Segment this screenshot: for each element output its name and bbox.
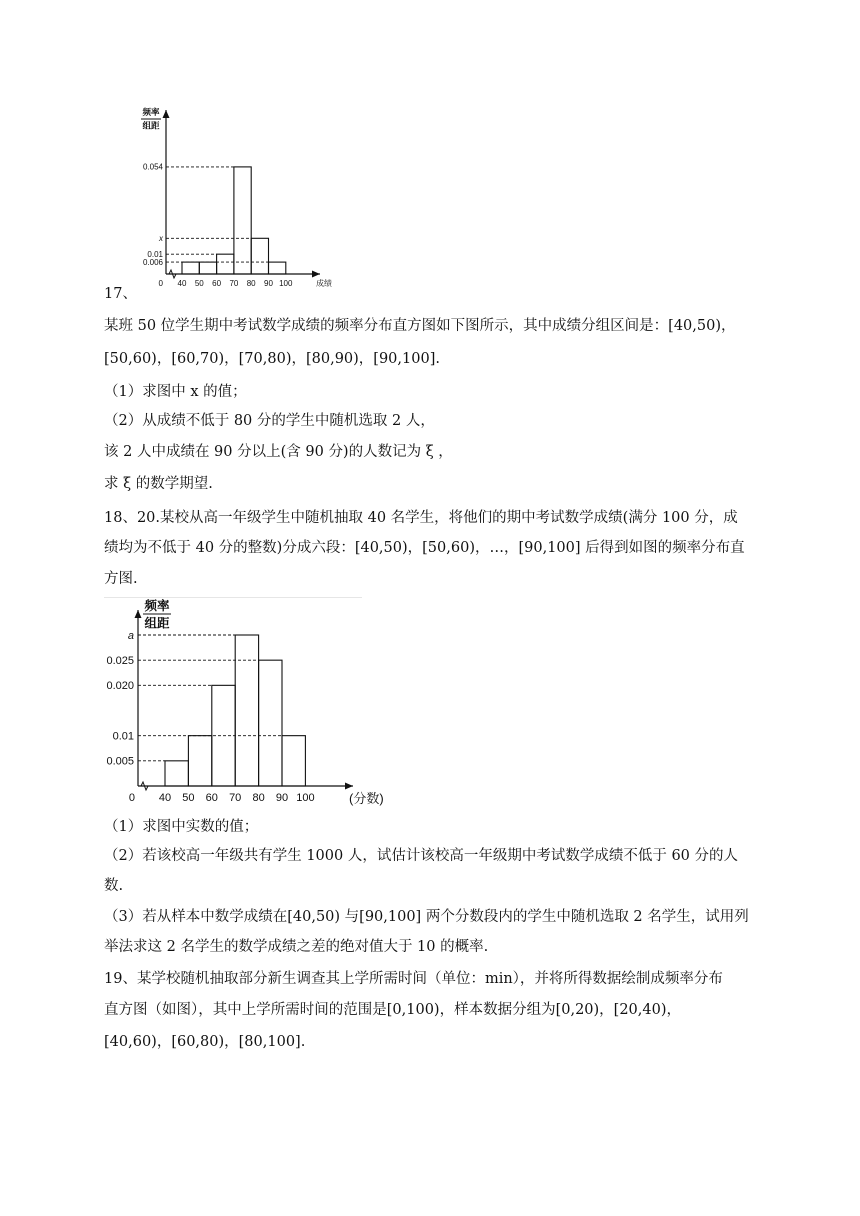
x-axis-arrow	[312, 271, 320, 278]
bar-80-90	[251, 238, 268, 274]
y-tick-label-2: 0.020	[106, 680, 134, 693]
bar-90-100	[269, 262, 286, 274]
x-tick-label-90: 90	[275, 792, 289, 804]
origin-label: 0	[128, 792, 135, 804]
y-tick-label-4: 0.005	[106, 755, 134, 768]
y-tick-label-1: x	[159, 234, 163, 244]
q19-line2: 直方图（如图），其中上学所需时间的范围是[0,100)，样本数据分组为[0,20)，[20,40)，	[104, 1002, 681, 1018]
bar-40-50	[182, 262, 199, 274]
y-tick-label-3: 0.01	[112, 730, 134, 743]
q17-part2c: 求 ξ 的数学期望.	[104, 476, 213, 492]
histogram-q17	[128, 98, 368, 298]
q18-part3a: （3）若从样本中数学成绩在[40,50) 与[90,100] 两个分数段内的学生中随机选取 2 名学生，试用列	[104, 909, 749, 925]
origin-label: 0	[158, 279, 163, 288]
y-label-bottom: 组距	[144, 616, 170, 631]
y-label-bottom: 组距	[142, 120, 160, 131]
x-tick-label-100: 100	[296, 792, 315, 804]
bar-50-60	[188, 736, 211, 786]
y-axis-arrow	[163, 110, 170, 118]
x-axis-arrow	[345, 783, 353, 790]
bar-80-90	[259, 660, 282, 786]
x-tick-label-40: 40	[158, 792, 172, 804]
y-tick-label-0: a	[127, 629, 134, 642]
bar-50-60	[199, 262, 216, 274]
q18-part2b: 数.	[104, 878, 124, 894]
q17-line2: [50,60)，[60,70)，[70,80)，[80,90)，[90,100].	[104, 351, 440, 367]
x-tick-label-90: 90	[264, 279, 273, 288]
x-tick-label-60: 60	[212, 279, 222, 288]
q18-line2: 绩均为不低于 40 分的整数)分成六段：[40,50)，[50,60)，…，[90,100] 后得到如图的频率分布直	[104, 540, 745, 556]
q19-line1: 19、某学校随机抽取部分新生调查其上学所需时间（单位：min），并将所得数据绘制成频率分布	[104, 971, 723, 987]
x-tick-label-100: 100	[279, 279, 293, 288]
y-label-top: 频率	[142, 107, 160, 117]
x-tick-label-80: 80	[252, 792, 265, 804]
x-tick-label-80: 80	[246, 279, 256, 288]
x-axis-label: (分数)	[349, 791, 384, 806]
x-axis-label: 成绩	[316, 279, 332, 288]
x-tick-label-50: 50	[182, 792, 195, 804]
bar-70-80	[235, 635, 258, 786]
y-tick-label-2: 0.01	[147, 249, 163, 259]
q18-line3: 方图.	[104, 571, 138, 587]
y-label-top: 频率	[144, 599, 170, 613]
q17-line1: 某班 50 位学生期中考试数学成绩的频率分布直方图如下图所示，其中成绩分组区间是：[40,50)，	[104, 318, 736, 334]
x-tick-label-50: 50	[194, 279, 204, 288]
y-tick-label-1: 0.025	[106, 655, 134, 668]
y-axis-arrow	[135, 610, 142, 618]
x-tick-label-60: 60	[205, 792, 218, 804]
x-tick-label-40: 40	[177, 279, 187, 288]
q18-line1: 18、20.某校从高一年级学生中随机抽取 40 名学生，将他们的期中考试数学成绩(满分 100 分，成	[104, 510, 738, 526]
q18-part2a: （2）若该校高一年级共有学生 1000 人，试估计该校高一年级期中考试数学成绩不低于 60 分的人	[104, 848, 739, 864]
bar-60-70	[217, 254, 234, 274]
q17-part2a: （2）从成绩不低于 80 分的学生中随机选取 2 人，	[104, 413, 435, 429]
q17-label: 17、	[104, 286, 137, 302]
y-tick-label-0: 0.054	[142, 162, 163, 172]
bar-90-100	[282, 736, 305, 786]
q19-line3: [40,60)，[60,80)，[80,100].	[104, 1034, 306, 1050]
x-tick-label-70: 70	[229, 792, 242, 804]
bar-40-50	[165, 761, 188, 786]
histogram-q18	[104, 598, 384, 810]
x-tick-label-70: 70	[229, 279, 239, 288]
y-tick-label-3: 0.006	[142, 257, 163, 267]
bar-70-80	[234, 167, 251, 274]
q17-part1: （1）求图中 x 的值；	[104, 384, 247, 400]
q18-part1: （1）求图中实数的值；	[104, 819, 259, 835]
q18-part3b: 举法求这 2 名学生的数学成绩之差的绝对值大于 10 的概率.	[104, 939, 489, 955]
q17-part2b: 该 2 人中成绩在 90 分以上(含 90 分)的人数记为 ξ ，	[104, 444, 453, 460]
